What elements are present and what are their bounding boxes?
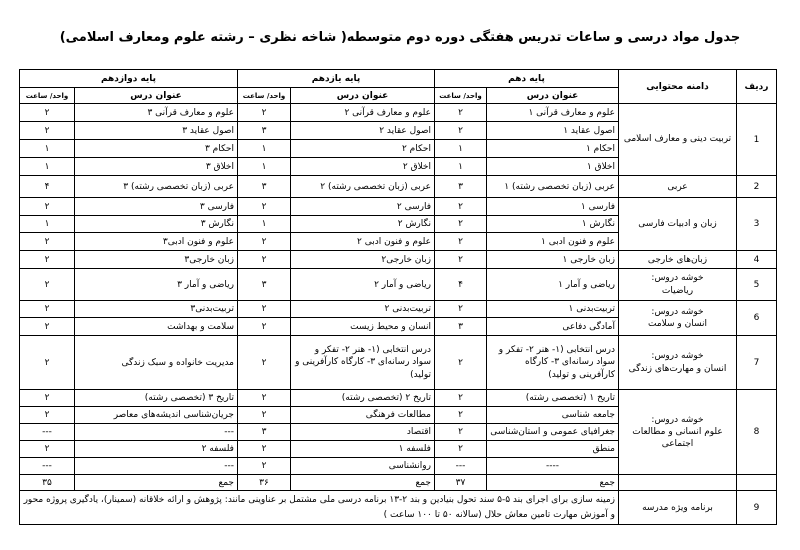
units-cell: ۲ (435, 122, 487, 140)
row-number: 7 (737, 336, 777, 390)
domain-cell: برنامه ویژه مدرسه (619, 491, 737, 525)
units-cell: ۲ (20, 251, 75, 269)
totals-label: جمع (487, 475, 619, 491)
course-cell: فارسی ۳ (75, 198, 238, 216)
units-cell: ۲ (435, 407, 487, 424)
domain-label: انسان و مهارت‌های زندگی (628, 363, 727, 374)
course-cell: زبان خارجی۳ (75, 251, 238, 269)
units-cell: ۲ (20, 318, 75, 336)
course-cell: منطق (487, 441, 619, 458)
course-cell: اصول عقاید ۳ (75, 122, 238, 140)
header-domain: دامنه محتوایی (619, 70, 737, 104)
course-cell: فارسی ۲ (291, 198, 435, 216)
course-cell: جامعه شناسی (487, 407, 619, 424)
header-course-title: عنوان درس (291, 88, 435, 104)
course-cell: فلسفه ۱ (291, 441, 435, 458)
units-cell: ۳ (238, 176, 291, 198)
course-cell: ریاضی و آمار ۱ (487, 269, 619, 301)
course-cell: نگارش ۳ (75, 216, 238, 233)
units-cell: ۱ (238, 158, 291, 176)
totals-label: جمع (75, 475, 238, 491)
row-number: 3 (737, 198, 777, 251)
units-cell: --- (20, 424, 75, 441)
domain-cell (619, 390, 737, 475)
units-cell: ۲ (20, 233, 75, 251)
domain-label: خوشه دروس: (651, 306, 704, 317)
course-cell: تاریخ ۱ (تخصصی رشته) (487, 390, 619, 407)
table-row (20, 251, 777, 269)
units-cell: --- (435, 458, 487, 475)
course-cell: علوم و فنون ادبی ۱ (487, 233, 619, 251)
row-number: 5 (737, 269, 777, 301)
table-row (20, 390, 777, 407)
units-cell: ۲ (238, 301, 291, 318)
units-cell: ۲ (20, 390, 75, 407)
units-cell: ۲ (238, 233, 291, 251)
units-cell: ۳ (435, 176, 487, 198)
units-cell: ۲ (20, 336, 75, 390)
units-cell: ۲ (238, 458, 291, 475)
units-cell: ۲ (435, 216, 487, 233)
units-cell: ۲ (435, 390, 487, 407)
domain-label: خوشه دروس: (651, 351, 704, 362)
units-cell: ۲ (20, 122, 75, 140)
course-cell: مطالعات فرهنگی (291, 407, 435, 424)
course-cell: احکام ۱ (487, 140, 619, 158)
domain-cell: تربیت دینی و معارف اسلامی (619, 104, 737, 176)
course-cell: عربی (زبان تخصصی رشته) ۳ (75, 176, 238, 198)
header-units: واحد/ ساعت (20, 88, 75, 104)
course-cell: درس انتخابی (۱- هنر ۲- تفکر و سواد رسانه‌ای ۳- کارگاه کارآفرینی و تولید) (291, 336, 435, 390)
units-cell: ۱ (20, 216, 75, 233)
course-cell: اخلاق ۱ (487, 158, 619, 176)
units-cell: ۳ (238, 269, 291, 301)
course-cell: ریاضی و آمار ۲ (291, 269, 435, 301)
course-cell: روانشناسی (291, 458, 435, 475)
header-row-no: ردیف (737, 70, 777, 104)
course-cell: زبان خارجی ۱ (487, 251, 619, 269)
units-cell: ۲ (238, 198, 291, 216)
units-cell: ۳ (435, 318, 487, 336)
course-cell: جریان‌شناسی اندیشه‌های معاصر (75, 407, 238, 424)
course-cell: علوم و معارف قرآنی ۱ (487, 104, 619, 122)
course-cell: انسان و محیط زیست (291, 318, 435, 336)
course-cell: عربی (زبان تخصصی رشته) ۲ (291, 176, 435, 198)
units-cell: ۴ (20, 176, 75, 198)
table-row (20, 301, 777, 318)
domain-label: ریاضیات (661, 285, 694, 296)
domain-cell: زبان‌های خارجی (619, 251, 737, 269)
units-cell: ۱ (435, 158, 487, 176)
units-cell: ۲ (238, 251, 291, 269)
units-cell: ۲ (435, 424, 487, 441)
units-cell: --- (20, 458, 75, 475)
course-cell: تربیت‌بدنی ۲ (291, 301, 435, 318)
course-cell: فارسی ۱ (487, 198, 619, 216)
row-number: 8 (737, 390, 777, 475)
units-cell: ۲ (20, 269, 75, 301)
header-grade11: پایه یازدهم (238, 70, 435, 88)
course-cell: جغرافیای عمومی و استان‌شناسی (487, 424, 619, 441)
units-cell: ۲ (20, 198, 75, 216)
units-cell: ۲ (20, 104, 75, 122)
header-course-title: عنوان درس (487, 88, 619, 104)
course-cell: نگارش ۱ (487, 216, 619, 233)
course-cell: علوم و فنون ادبی۳ (75, 233, 238, 251)
table-row (20, 104, 777, 122)
header-course-title: عنوان درس (75, 88, 238, 104)
course-cell: احکام ۳ (75, 140, 238, 158)
units-cell: ۴ (435, 269, 487, 301)
course-cell: اخلاق ۲ (291, 158, 435, 176)
course-cell: تربیت‌بدنی۳ (75, 301, 238, 318)
course-cell: اصول عقاید ۱ (487, 122, 619, 140)
units-cell: ۲ (20, 441, 75, 458)
table-row (20, 336, 777, 390)
course-cell: سلامت و بهداشت (75, 318, 238, 336)
domain-cell: زبان و ادبیات فارسی (619, 198, 737, 251)
course-cell: مدیریت خانواده و سبک زندگی (75, 336, 238, 390)
units-cell: ۲ (238, 441, 291, 458)
course-cell: نگارش ۲ (291, 216, 435, 233)
course-cell: احکام ۲ (291, 140, 435, 158)
domain-cell (619, 269, 737, 301)
units-cell: ۲ (238, 407, 291, 424)
course-cell: علوم و فنون ادبی ۲ (291, 233, 435, 251)
course-cell: ریاضی و آمار ۳ (75, 269, 238, 301)
total-grade11: ۳۶ (238, 475, 291, 491)
course-cell: تاریخ ۳ (تخصصی رشته) (75, 390, 238, 407)
domain-label: علوم انسانی و مطالعات اجتماعی (632, 426, 723, 450)
row-number: 1 (737, 104, 777, 176)
domain-cell (619, 301, 737, 336)
course-cell: تربیت‌بدنی ۱ (487, 301, 619, 318)
units-cell: ۱ (20, 140, 75, 158)
total-grade12: ۳۵ (20, 475, 75, 491)
course-cell: اخلاق ۳ (75, 158, 238, 176)
course-cell: اصول عقاید ۲ (291, 122, 435, 140)
units-cell: ۱ (20, 158, 75, 176)
units-cell: ۳ (238, 122, 291, 140)
course-cell: آمادگی دفاعی (487, 318, 619, 336)
course-cell: ---- (487, 458, 619, 475)
units-cell: ۲ (435, 301, 487, 318)
units-cell: ۲ (238, 318, 291, 336)
row-number: 4 (737, 251, 777, 269)
course-cell: زبان خارجی۲ (291, 251, 435, 269)
course-cell: علوم و معارف قرآنی ۳ (75, 104, 238, 122)
course-cell: --- (75, 458, 238, 475)
units-cell: ۲ (435, 104, 487, 122)
course-cell: درس انتخابی (۱- هنر ۲- تفکر و سواد رسانه‌ای ۳- کارگاه کارآفرینی و تولید) (487, 336, 619, 390)
units-cell: ۲ (435, 198, 487, 216)
document-title: جدول مواد درسی و ساعات تدریس هفتگی دوره دوم متوسطه( شاخه نظری – رشته علوم ومعارف اسلامی) (59, 30, 741, 45)
table-row (20, 491, 777, 525)
units-cell: ۲ (435, 233, 487, 251)
header-units: واحد/ ساعت (238, 88, 291, 104)
header-grade12: پایه دوازدهم (20, 70, 238, 88)
course-cell: تاریخ ۲ (تخصصی رشته) (291, 390, 435, 407)
units-cell: ۱ (238, 140, 291, 158)
school-program-note: زمینه سازی برای اجرای بند ۵-۵ سند تحول بنیادین و بند ۲-۱۳ برنامه درسی ملی مشتمل بر عناوینی مانند: پژوهش و ارائه خلاقانه (سمینار)، یادگیری پروژه محور و آموزش مهارت تامین معاش حلال (سالانه ۵۰ تا ۱۰۰ ساعت ) (20, 491, 619, 525)
table-row (20, 269, 777, 301)
row-number: 9 (737, 491, 777, 525)
header-grade10: پایه دهم (435, 70, 619, 88)
units-cell: ۲ (435, 251, 487, 269)
table-row (20, 198, 777, 216)
row-number: 6 (737, 301, 777, 336)
units-cell: ۱ (238, 216, 291, 233)
totals-row (20, 475, 777, 491)
domain-label: انسان و سلامت (647, 319, 708, 329)
course-cell: --- (75, 424, 238, 441)
totals-label: جمع (291, 475, 435, 491)
domain-label: خوشه دروس: (651, 414, 704, 425)
units-cell: ۳ (238, 424, 291, 441)
curriculum-table (19, 69, 777, 525)
units-cell: ۱ (435, 140, 487, 158)
units-cell: ۲ (238, 104, 291, 122)
units-cell: ۲ (238, 390, 291, 407)
total-grade10: ۳۷ (435, 475, 487, 491)
header-units: واحد/ ساعت (435, 88, 487, 104)
units-cell: ۲ (238, 336, 291, 390)
course-cell: فلسفه ۲ (75, 441, 238, 458)
units-cell: ۲ (435, 336, 487, 390)
units-cell: ۲ (20, 301, 75, 318)
table-row (20, 176, 777, 198)
course-cell: علوم و معارف قرآنی ۲ (291, 104, 435, 122)
units-cell: ۲ (20, 407, 75, 424)
domain-cell: عربی (619, 176, 737, 198)
course-cell: اقتصاد (291, 424, 435, 441)
course-cell: عربی (زبان تخصصی رشته) ۱ (487, 176, 619, 198)
units-cell: ۲ (435, 441, 487, 458)
domain-label: خوشه دروس: (651, 273, 704, 284)
domain-cell (619, 336, 737, 390)
row-number: 2 (737, 176, 777, 198)
